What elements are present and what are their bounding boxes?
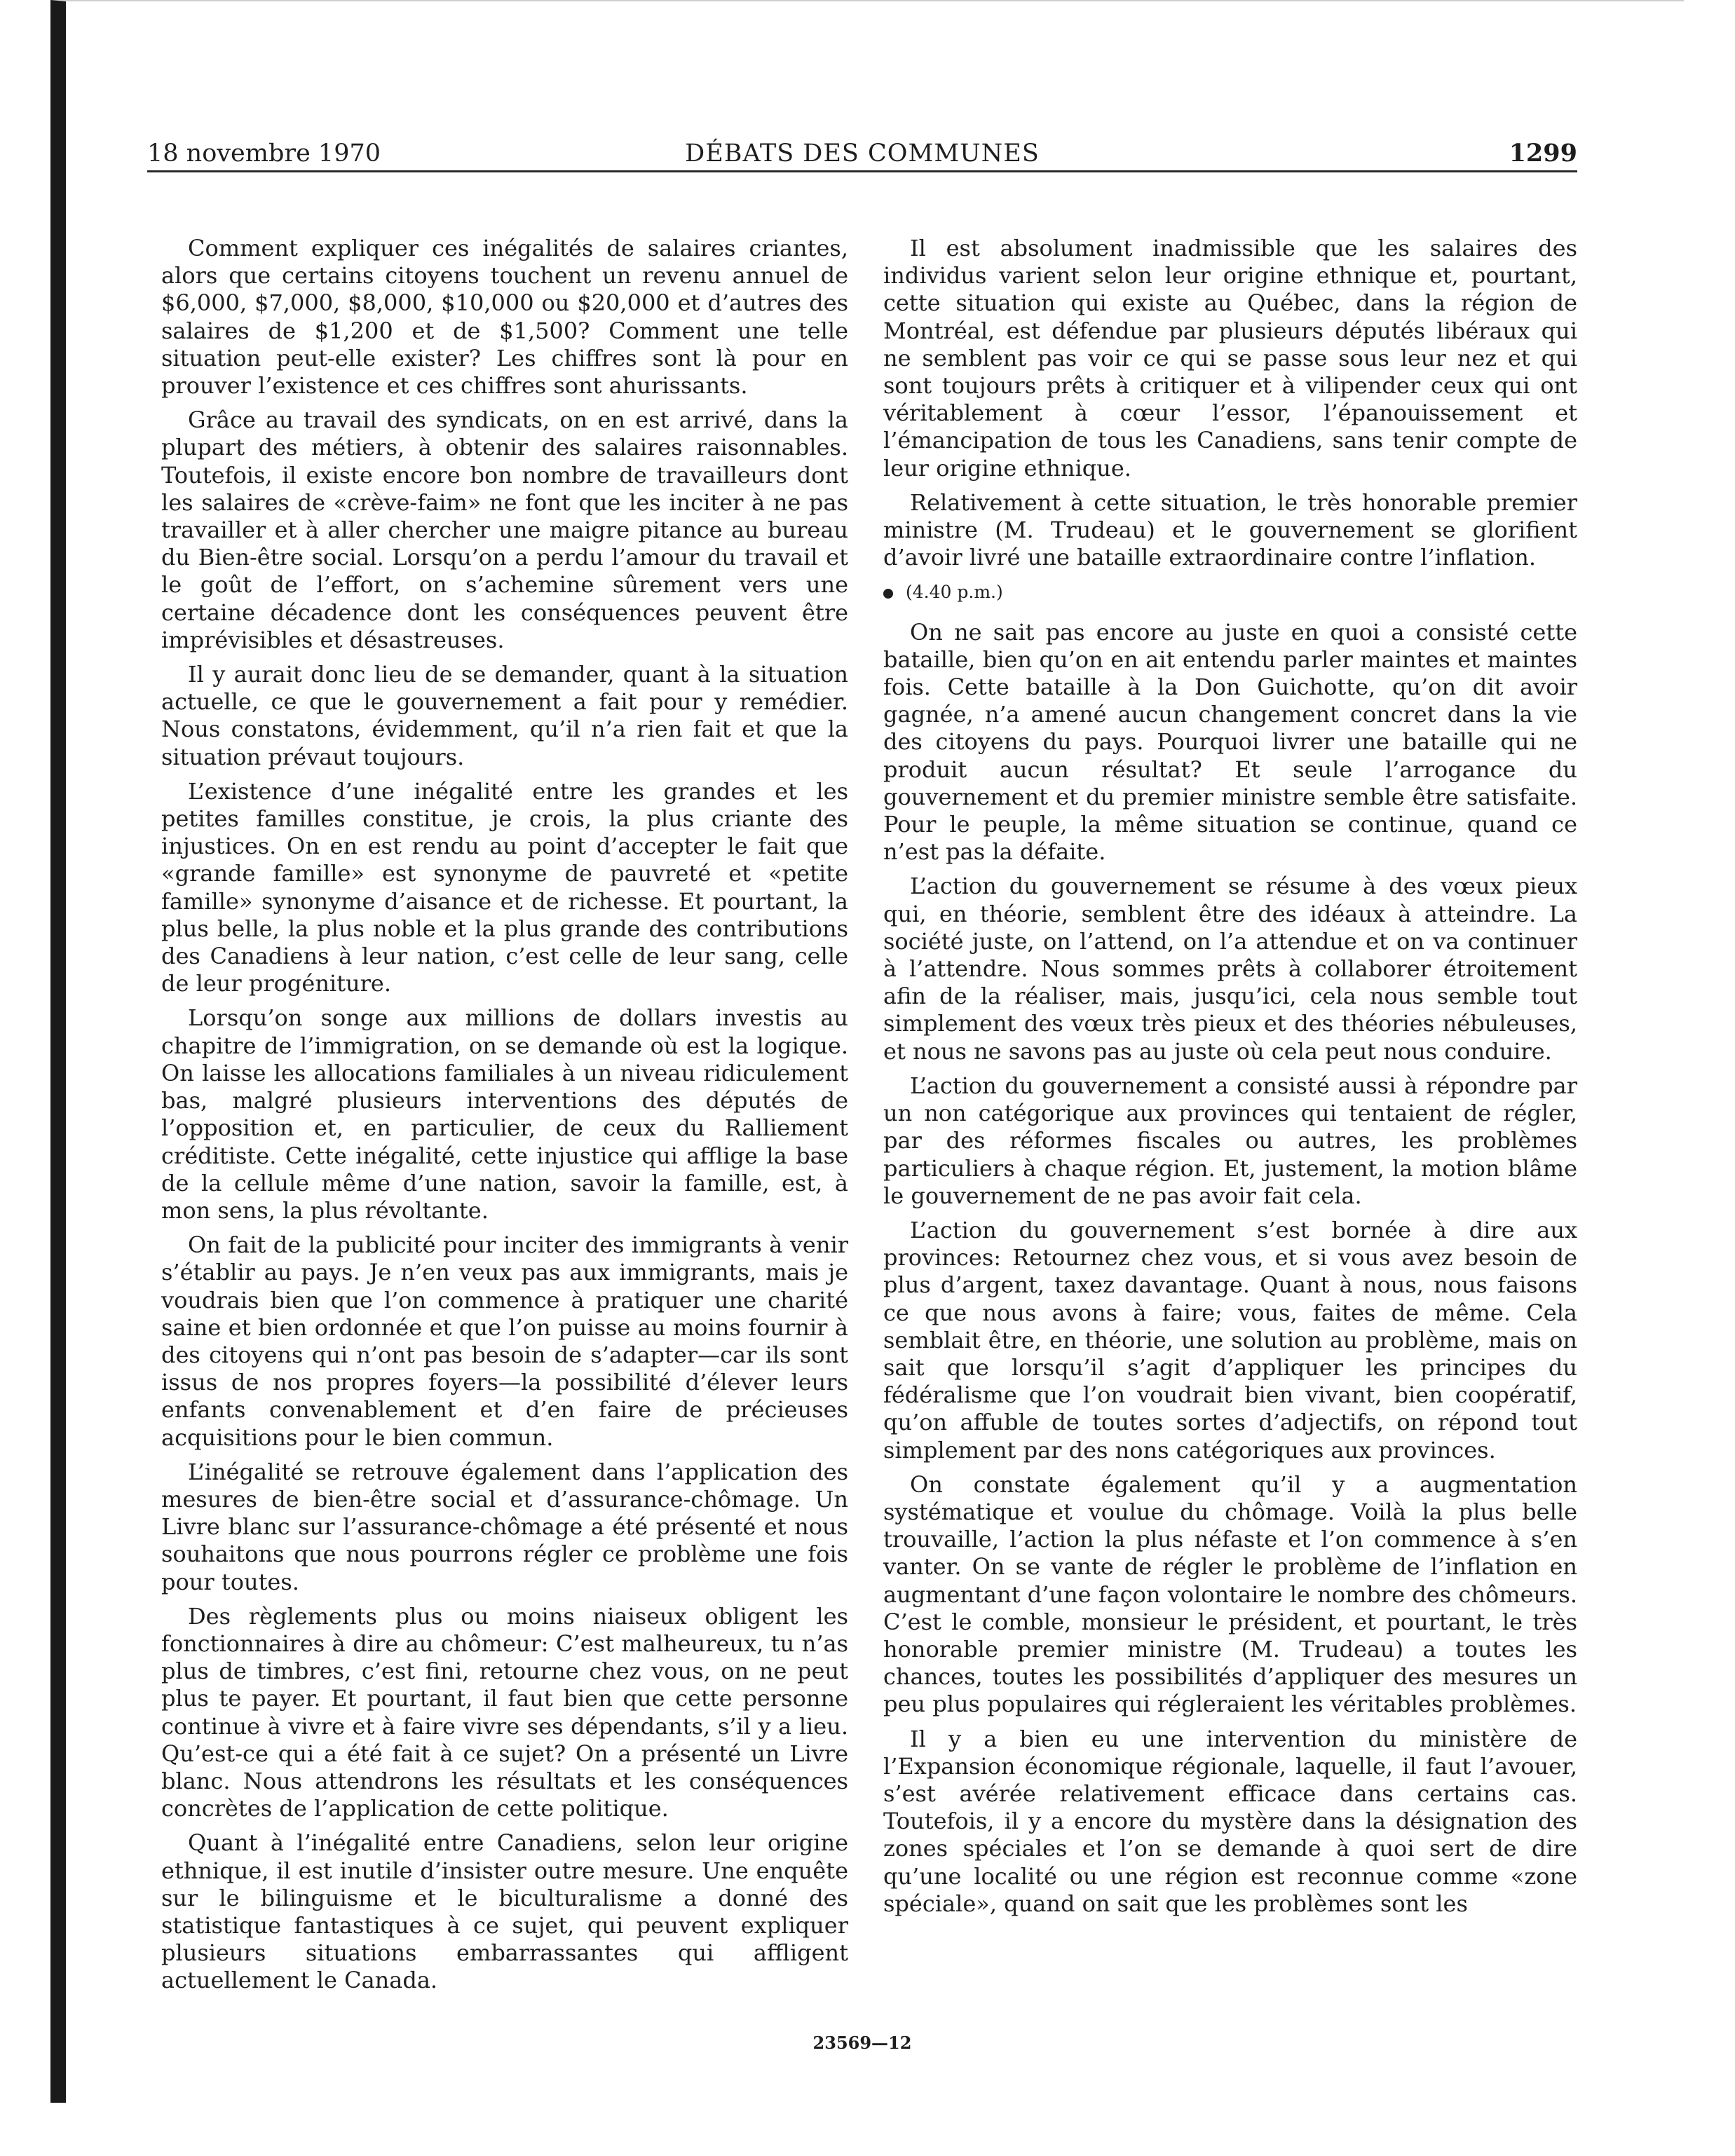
page-footer: 23569—12 [812, 2033, 912, 2053]
paragraph: On ne sait pas encore au juste en quoi a consisté cette bataille, bien qu’on en ait entendu parler maintes et maintes fois. Cette bataille à la Don Guichotte, qu’on dit avoir gagnée, n’a amené aucun changement concret dans la vie des citoyens du pays. Pourquoi livrer une bataille qui ne produit aucun résultat? Et seule l’arrogance du gouvernement et du premier ministre semble être satisfaite. Pour le peuple, la même situation se continue, quand ce n’est pas la défaite. [883, 618, 1577, 866]
paragraph: L’action du gouvernement s’est bornée à dire aux provinces: Retournez chez vous, et si vous avez besoin de plus d’argent, taxez davantage. Quant à nous, nous faisons ce que nous avons à faire; vous, faites de même. Cela semblait être, en théorie, une solution au problème, mais on sait que lorsqu’il s’agit d’appliquer les principes du fédéralisme que l’on voudrait bien vivant, bien coopératif, qu’on affuble de toutes sortes d’adjectifs, on répond tout simplement par des nons catégoriques aux provinces. [883, 1216, 1577, 1464]
paragraph: Grâce au travail des syndicats, on en est arrivé, dans la plupart des métiers, à obtenir des salaires raisonnables. Toutefois, il existe encore bon nombre de travailleurs dont les salaires de «crève-faim» ne font que les inciter à ne pas travailler et à aller chercher une maigre pitance au bureau du Bien-être social. Lorsqu’on a perdu l’amour du travail et le goût de l’effort, on s’achemine sûrement vers une certaine décadence dont les conséquences peuvent être imprévisibles et désastreuses. [161, 407, 848, 653]
header-page-number: 1299 [1509, 139, 1577, 168]
left-column [161, 235, 848, 2002]
paragraph: Relativement à cette situation, le très honorable premier ministre (M. Trudeau) et le gouvernement se glorifient d’avoir livré une bataille extraordinaire contre l’inflation. [883, 489, 1577, 571]
paragraph: Des règlements plus ou moins niaiseux obligent les fonctionnaires à dire au chômeur: C’est malheureux, tu n’as plus de timbres, c’est fini, retourne chez vous, on ne peut plus te payer. Et pourtant, il faut bien que cette personne continue à vivre et à faire vivre ses dépendants, s’il y a lieu. Qu’est-ce qui a été fait à ce sujet? On a présenté un Livre blanc. Nous attendrons les résultats et les conséquences concrètes de l’application de cette politique. [161, 1602, 848, 1822]
paragraph: Quant à l’inégalité entre Canadiens, selon leur origine ethnique, il est inutile d’insister outre mesure. Une enquête sur le bilinguisme et le biculturalisme a donné des statistique fantastiques à ce sujet, qui peuvent expliquer plusieurs situations embarrassantes qui affligent actuellement le Canada. [161, 1829, 848, 1994]
page-header [147, 130, 1577, 172]
paragraph: On constate également qu’il y a augmentation systématique et voulue du chômage. Voilà la plus belle trouvaille, l’action la plus néfaste et l’on commence à s’en vanter. On se vante de régler le problème de l’inflation en augmentant d’une façon volontaire le nombre des chômeurs. C’est le comble, monsieur le président, et pourtant, le très honorable premier ministre (M. Trudeau) a toutes les chances, toutes les possibilités d’appliquer des mesures un peu plus populaires qui régleraient les véritables problèmes. [883, 1471, 1577, 1718]
header-title: DÉBATS DES COMMUNES [685, 139, 1040, 168]
header-date: 18 novembre 1970 [147, 139, 381, 168]
paragraph: Il y a bien eu une intervention du ministère de l’Expansion économique régionale, laquelle, il faut l’avouer, s’est avérée relativement efficace dans certains cas. Toutefois, il y a encore du mystère dans la désignation des zones spéciales et l’on se demande à quoi sert de dire qu’une localité ou une région est reconnue comme «zone spéciale», quand on sait que les problèmes sont les [883, 1725, 1577, 1917]
document-page [147, 130, 1577, 2064]
time-stamp: (4.40 p.m.) [906, 582, 1003, 603]
paragraph: Comment expliquer ces inégalités de salaires criantes, alors que certains citoyens touchent un revenu annuel de $6,000, $7,000, $8,000, $10,000 ou $20,000 et d’autres des salaires de $1,200 et de $1,500? Comment une telle situation peut-elle exister? Les chiffres sont là pour en prouver l’existence et ces chiffres sont ahurissants. [161, 235, 848, 400]
right-column [883, 235, 1577, 1925]
paragraph: Lorsqu’on songe aux millions de dollars investis au chapitre de l’immigration, on se demande où est la logique. On laisse les allocations familiales à un niveau ridiculement bas, malgré plusieurs interventions des députés de l’opposition et, en particulier, de ceux du Ralliement créditiste. Cette inégalité, cette injustice qui afflige la base de la cellule même d’une nation, savoir la famille, est, à mon sens, la plus révoltante. [161, 1004, 848, 1224]
bullet-icon [883, 589, 893, 599]
paragraph: L’action du gouvernement se résume à des vœux pieux qui, en théorie, semblent être des idéaux à atteindre. La société juste, on l’attend, on l’a attendue et on va continuer à l’attendre. Nous sommes prêts à collaborer étroitement afin de la réaliser, mais, jusqu’ici, cela nous semble tout simplement des vœux très pieux et des théories nébuleuses, et nous ne savons pas au juste où cela peut nous conduire. [883, 873, 1577, 1065]
paragraph: On fait de la publicité pour inciter des immigrants à venir s’établir au pays. Je n’en veux pas aux immigrants, mais je voudrais bien que l’on commence à pratiquer une charité saine et bien ordonnée et que l’on puisse au moins fournir à des citoyens qui n’ont pas besoin de s’adapter—car ils sont issus de nos propres foyers—la possibilité d’élever leurs enfants convenablement et d’en faire de précieuses acquisitions pour le bien commun. [161, 1231, 848, 1451]
paragraph: L’inégalité se retrouve également dans l’application des mesures de bien-être social et d’assurance-chômage. Un Livre blanc sur l’assurance-chômage a été présenté et nous souhaitons que nous pourrons régler ce problème une fois pour toutes. [161, 1458, 848, 1595]
paragraph: Il y aurait donc lieu de se demander, quant à la situation actuelle, ce que le gouvernement a fait pour y remédier. Nous constatons, évidemment, qu’il n’a rien fait et que la situation prévaut toujours. [161, 661, 848, 770]
time-stamp-row [883, 578, 1577, 606]
paragraph: L’action du gouvernement a consisté aussi à répondre par un non catégorique aux provinces qui tentaient de régler, par des réformes fiscales ou autres, les problèmes particuliers à chaque région. Et, justement, la motion blâme le gouvernement de ne pas avoir fait cela. [883, 1072, 1577, 1209]
paragraph: L’existence d’une inégalité entre les grandes et les petites familles constitue, je crois, la plus criante des injustices. On en est rendu au point d’accepter le fait que «grande famille» est synonyme de pauvreté et «petite famille» synonyme d’aisance et de richesse. Et pourtant, la plus belle, la plus noble et la plus grande des contributions des Canadiens à leur nation, c’est celle de leur sang, celle de leur progéniture. [161, 777, 848, 997]
paragraph: Il est absolument inadmissible que les salaires des individus varient selon leur origine ethnique et, pourtant, cette situation qui existe au Québec, dans la région de Montréal, est défendue par plusieurs députés libéraux qui ne semblent pas voir ce qui se passe sous leur nez et qui sont toujours prêts à critiquer et à vilipender ceux qui ont véritablement à cœur l’essor, l’épanouissement et l’émancipation de tous les Canadiens, sans tenir compte de leur origine ethnique. [883, 235, 1577, 482]
